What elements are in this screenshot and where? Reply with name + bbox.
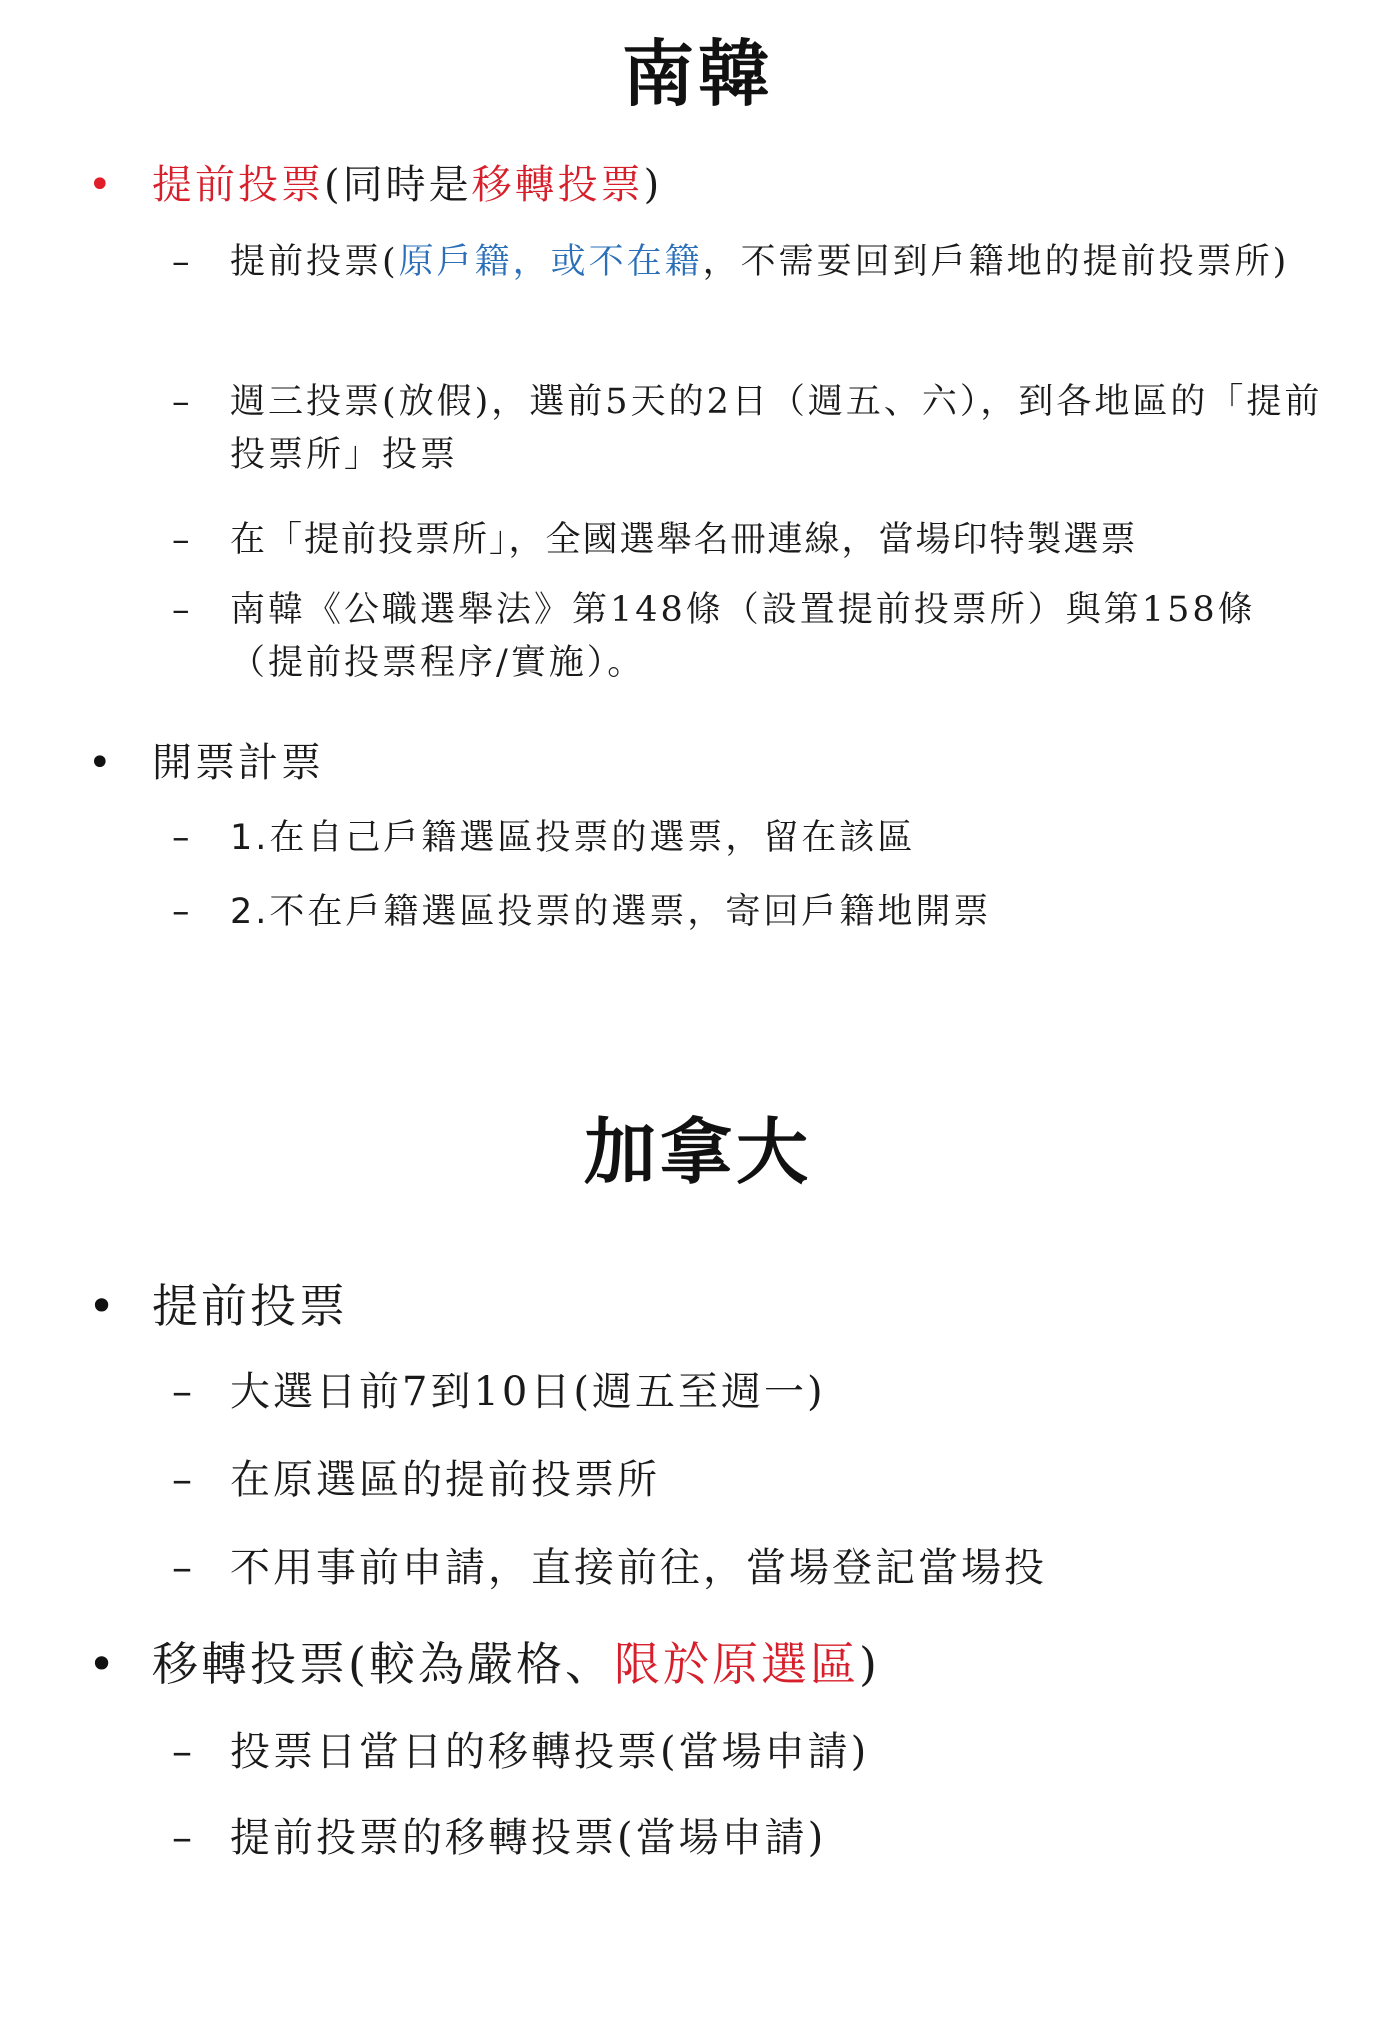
text-segment: ，不需要回到戶籍地的提前投票所) — [702, 242, 1290, 282]
text-segment: ) — [858, 1637, 880, 1691]
dash-icon: – — [172, 1457, 192, 1503]
bullet-text: 開票計票 — [152, 740, 324, 786]
bullet-canada-early-voting — [88, 1278, 348, 1336]
text-segment: (同時是 — [324, 162, 472, 208]
bullet-icon: • — [88, 740, 112, 786]
sub-item-text: 不用事前申請，直接前往，當場登記當場投 — [230, 1545, 1047, 1591]
highlight-original-district: 限於原選區 — [613, 1637, 859, 1691]
sub-item-text — [230, 236, 1360, 289]
section-title-canada: 加拿大 — [583, 1109, 812, 1194]
sub-item-canada-4 — [172, 1722, 1380, 1782]
bullet-text — [152, 160, 662, 210]
sub-item-text: 2.不在戶籍選區投票的選票，寄回戶籍地開票 — [230, 892, 992, 932]
sub-item-text: 投票日當日的移轉投票(當場申請) — [230, 1729, 870, 1775]
bullet-canada-transfer-voting — [88, 1636, 880, 1694]
sub-item-korea-2 — [172, 376, 1360, 481]
sub-item-korea-4 — [172, 584, 1310, 689]
dash-icon: – — [172, 818, 190, 858]
bullet-icon: • — [88, 162, 112, 208]
dash-icon: – — [172, 892, 190, 932]
sub-item-text: 週三投票(放假)，選前5天的2日（週五、六），到各地區的「提前投票所」投票 — [230, 382, 1323, 475]
dash-icon: – — [172, 590, 190, 630]
bullet-korea-early-voting — [88, 160, 662, 210]
sub-item-text: 在「提前投票所」，全國選舉名冊連線，當場印特製選票 — [230, 520, 1138, 560]
dash-icon: – — [172, 382, 190, 422]
dash-icon: – — [172, 242, 190, 282]
bullet-text — [152, 1636, 880, 1694]
sub-item-text: 提前投票的移轉投票(當場申請) — [230, 1815, 827, 1861]
sub-item-text: 在原選區的提前投票所 — [230, 1457, 660, 1503]
text-segment: 移轉投票(較為嚴格、 — [152, 1637, 614, 1691]
sub-item-canada-5 — [172, 1808, 1380, 1868]
highlight-transfer-voting: 移轉投票 — [471, 162, 644, 208]
text-segment: ) — [643, 162, 663, 208]
text-segment: 提前投票( — [230, 242, 399, 282]
bullet-korea-counting — [88, 738, 324, 788]
sub-item-canada-2 — [172, 1450, 1380, 1510]
sub-item-canada-1 — [172, 1362, 1380, 1422]
sub-item-korea-3 — [172, 514, 1380, 567]
sub-item-text: 1.在自己戶籍選區投票的選票，留在該區 — [230, 818, 916, 858]
dash-icon: – — [172, 1369, 192, 1415]
highlight-registry: 原戶籍，或不在籍 — [398, 242, 703, 282]
dash-icon: – — [172, 1729, 192, 1775]
bullet-icon: • — [88, 1279, 116, 1333]
dash-icon: – — [172, 520, 190, 560]
sub-item-text: 南韓《公職選舉法》第148條（設置提前投票所）與第158條（提前投票程序/實施）。 — [230, 590, 1256, 683]
section-title-korea: 南韓 — [621, 31, 774, 116]
sub-item-canada-3 — [172, 1538, 1380, 1598]
sub-item-korea-1 — [172, 236, 1360, 289]
dash-icon: – — [172, 1545, 192, 1591]
sub-item-korea-6 — [172, 886, 1380, 939]
dash-icon: – — [172, 1815, 192, 1861]
bullet-text: 提前投票 — [152, 1279, 348, 1333]
sub-item-korea-5 — [172, 812, 1380, 865]
bullet-icon: • — [88, 1637, 116, 1691]
highlight-early-voting: 提前投票 — [152, 162, 324, 208]
sub-item-text: 大選日前7到10日(週五至週一) — [230, 1369, 826, 1415]
